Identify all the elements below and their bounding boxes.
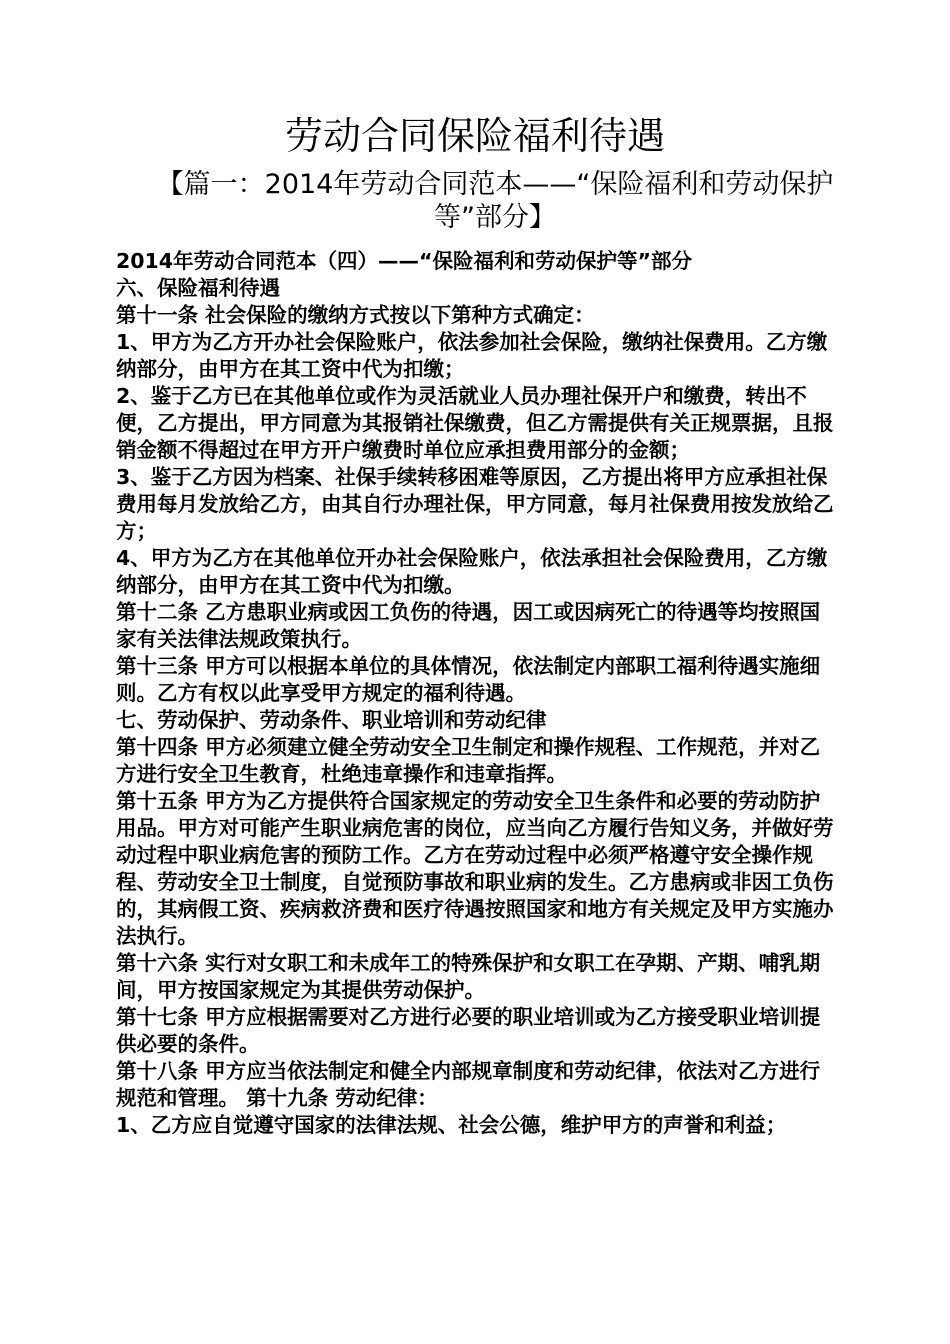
article-17: 第十七条 甲方应根据需要对乙方进行必要的职业培训或为乙方接受职业培训提供必要的条件。 [116, 1005, 821, 1056]
article-19-item-1: 1、乙方应自觉遵守国家的法律法规、社会公德，维护甲方的声誉和利益； [116, 1113, 787, 1137]
article-13: 第十三条 甲方可以根据本单位的具体情况，依法制定内部职工福利待遇实施细则。乙方有权以此享受甲方规定的福利待遇。 [116, 654, 821, 705]
article-12: 第十二条 乙方患职业病或因工负伤的待遇，因工或因病死亡的待遇等均按照国家有关法律法规政策执行。 [116, 600, 821, 651]
document-title: 劳动合同保险福利待遇 [284, 114, 665, 158]
paragraph-heading: 2014年劳动合同范本（四）——“保险福利和劳动保护等”部分 [116, 249, 693, 273]
document-body [116, 248, 838, 1139]
article-11-item-3: 3、鉴于乙方因为档案、社保手续转移困难等原因，乙方提出将甲方应承担社保费用每月发放给乙方，由其自行办理社保，甲方同意，每月社保费用按发放给乙方； [116, 465, 834, 543]
article-11-item-4: 4、甲方为乙方在其他单位开办社会保险账户，依法承担社会保险费用，乙方缴纳部分，由甲方在其工资中代为扣缴。 [116, 546, 828, 597]
article-11-item-2: 2、鉴于乙方已在其他单位或作为灵活就业人员办理社保开户和缴费，转出不便，乙方提出，甲方同意为其报销社保缴费，但乙方需提供有关正规票据，且报销金额不得超过在甲方开户缴费时单位应承担费用部分的金额； [116, 384, 834, 462]
article-14: 第十四条 甲方必须建立健全劳动安全卫生制定和操作规程、工作规范，并对乙方进行安全卫生教育，杜绝违章操作和违章指挥。 [116, 735, 821, 786]
article-18-19: 第十八条 甲方应当依法制定和健全内部规章制度和劳动纪律，依法对乙方进行规范和管理。 第十九条 劳动纪律： [116, 1059, 821, 1110]
section-heading-6: 六、保险福利待遇 [116, 276, 280, 300]
section-heading-7: 七、劳动保护、劳动条件、职业培训和劳动纪律 [116, 708, 547, 732]
document-subtitle: 【篇一：2014年劳动合同范本——“保险福利和劳动保护等”部分】 [156, 169, 834, 233]
article-16: 第十六条 实行对女职工和未成年工的特殊保护和女职工在孕期、产期、哺乳期间，甲方按国家规定为其提供劳动保护。 [116, 951, 821, 1002]
article-15: 第十五条 甲方为乙方提供符合国家规定的劳动安全卫生条件和必要的劳动防护用品。甲方对可能产生职业病危害的岗位，应当向乙方履行告知义务，并做好劳动过程中职业病危害的预防工作。乙方在劳动过程中必须严格遵守安全操作规程、劳动安全卫士制度，自觉预防事故和职业病的发生。乙方患病或非因工负伤的，其病假工资、疾病救济费和医疗待遇按照国家和地方有关规定及甲方实施办法执行。 [116, 789, 834, 948]
article-11-item-1: 1、甲方为乙方开办社会保险账户，依法参加社会保险，缴纳社保费用。乙方缴纳部分，由甲方在其工资中代为扣缴； [116, 330, 828, 381]
article-11: 第十一条 社会保险的缴纳方式按以下第种方式确定： [116, 303, 595, 327]
